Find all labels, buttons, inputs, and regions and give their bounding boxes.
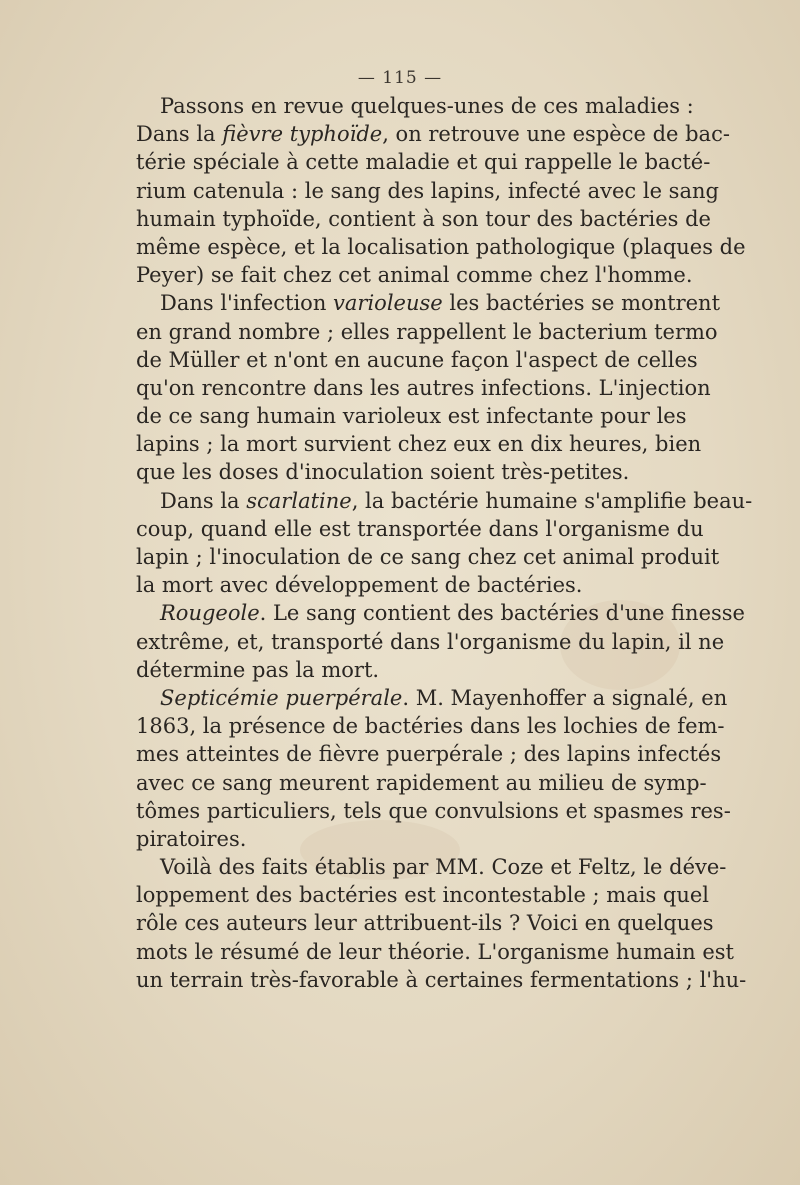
body-text: [136, 92, 753, 994]
text-line: [136, 599, 745, 627]
text-run: Passons en revue quelques-unes de ces maladies :: [160, 94, 694, 118]
text-line: [136, 938, 734, 966]
text-line: [136, 346, 698, 374]
text-run: lapins ; la mort survient chez eux en dix heures, bien: [136, 432, 702, 457]
italic-term: varioleuse: [333, 291, 443, 316]
text-line: [136, 402, 687, 430]
text-line: [136, 712, 725, 740]
text-run: humain typhoïde, contient à son tour des bactéries de: [136, 206, 711, 231]
text-line: [136, 120, 730, 148]
text-run: détermine pas la mort.: [136, 657, 380, 682]
page-number: — 115 —: [357, 68, 443, 88]
text-run: mots le résumé de leur théorie. L'organisme humain est: [136, 939, 734, 964]
italic-term: Septicémie puerpérale: [160, 685, 403, 710]
text-run: un terrain très-favorable à certaines fermentations ; l'hu-: [136, 967, 747, 992]
text-run: avec ce sang meurent rapidement au milieu de symp-: [136, 770, 707, 795]
text-line: [136, 740, 722, 768]
text-run: en grand nombre ; elles rappellent le bacterium termo: [136, 319, 718, 344]
text-line: [136, 261, 693, 289]
italic-term: Rougeole: [160, 601, 260, 626]
text-line: [136, 205, 711, 233]
text-run: extrême, et, transporté dans l'organisme du lapin, il ne: [136, 629, 725, 654]
text-line: [136, 487, 753, 515]
text-run: térie spéciale à cette maladie et qui rappelle le bacté-: [136, 150, 711, 175]
text-run: que les doses d'inoculation soient très-petites.: [136, 460, 630, 485]
text-line: [136, 769, 707, 797]
text-run: loppement des bactéries est incontestable ; mais quel: [136, 883, 710, 908]
text-line: [136, 148, 711, 176]
text-run: Peyer) se fait chez cet animal comme chez l'homme.: [136, 263, 693, 288]
text-run: Dans l'infection: [160, 291, 334, 316]
text-run: Dans la: [136, 122, 223, 147]
text-run: coup, quand elle est transportée dans l'organisme du: [136, 516, 704, 541]
text-run: la mort avec développement de bactéries.: [136, 573, 583, 598]
text-line: [136, 177, 719, 205]
text-line: [136, 543, 720, 571]
text-line: [136, 881, 710, 909]
text-run: , la bactérie humaine s'amplifie beau-: [351, 488, 753, 513]
text-run: de ce sang humain varioleux est infectante pour les: [136, 404, 687, 429]
italic-term: fièvre typhoïde: [222, 122, 383, 147]
text-line: [136, 374, 711, 402]
text-line: [136, 853, 727, 881]
text-run: rium catenula : le sang des lapins, infecté avec le sang: [136, 178, 719, 203]
text-run: Dans la: [160, 488, 247, 513]
text-run: qu'on rencontre dans les autres infections. L'injection: [136, 375, 711, 400]
text-line: [136, 515, 704, 543]
text-line: [136, 628, 725, 656]
italic-term: scarlatine: [246, 488, 352, 513]
text-run: même espèce, et la localisation pathologique (plaques de: [136, 234, 746, 259]
text-line: [136, 656, 668, 684]
text-line: [136, 458, 668, 486]
text-line: [136, 909, 714, 937]
text-line: [136, 430, 702, 458]
text-run: 1863, la présence de bactéries dans les lochies de fem-: [136, 714, 725, 739]
text-run: de Müller et n'ont en aucune façon l'aspect de celles: [136, 347, 698, 372]
text-run: mes atteintes de fièvre puerpérale ; des lapins infectés: [136, 742, 722, 767]
text-line: [136, 797, 731, 825]
text-line: [136, 966, 747, 994]
text-run: tômes particuliers, tels que convulsions et spasmes res-: [136, 798, 731, 823]
text-run: les bactéries se montrent: [442, 291, 721, 316]
text-run: Voilà des faits établis par MM. Coze et Feltz, le déve-: [160, 855, 727, 880]
text-line: [136, 233, 746, 261]
text-run: , on retrouve une espèce de bac-: [382, 122, 730, 147]
text-line: [136, 684, 728, 712]
text-run: . Le sang contient des bactéries d'une finesse: [259, 601, 745, 626]
text-run: lapin ; l'inoculation de ce sang chez cet animal produit: [136, 545, 720, 569]
text-run: rôle ces auteurs leur attribuent-ils ? Voici en quelques: [136, 911, 714, 936]
text-line: [136, 825, 668, 853]
text-run: . M. Mayenhoffer a signalé, en: [402, 685, 728, 710]
text-line: [136, 571, 668, 599]
text-line: [136, 318, 718, 346]
text-line: [136, 289, 721, 317]
text-run: piratoires.: [136, 826, 247, 851]
text-line: [136, 92, 694, 120]
